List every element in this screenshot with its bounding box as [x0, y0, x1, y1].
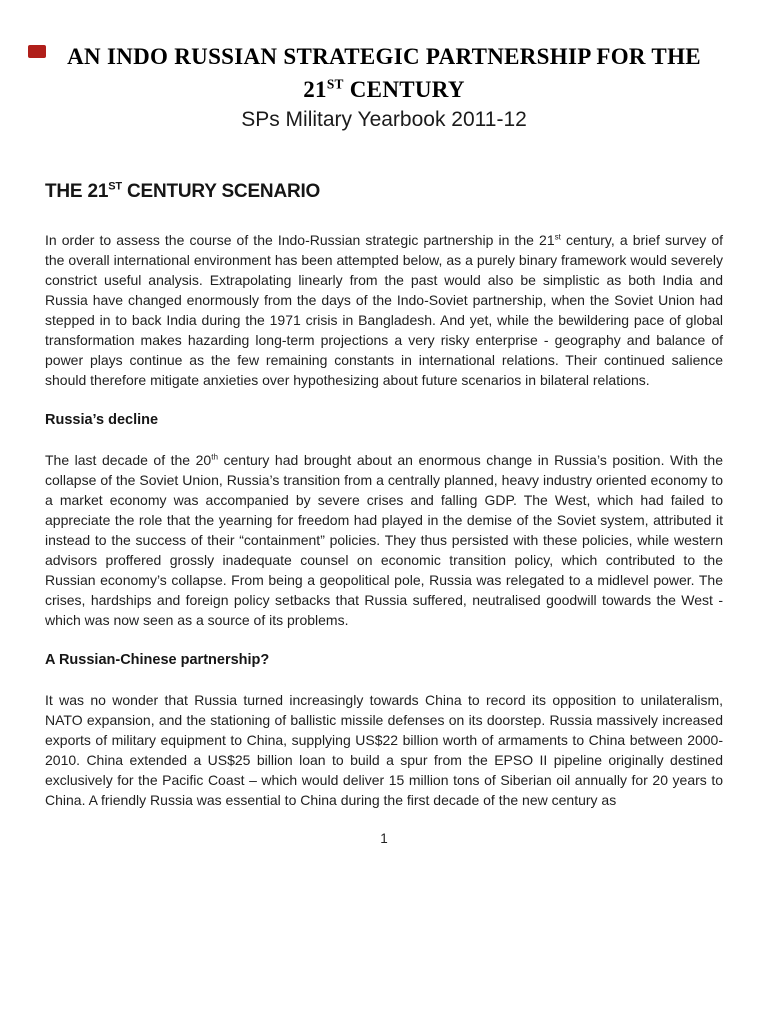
section-heading-scenario: THE 21ST CENTURY SCENARIO	[45, 180, 321, 202]
intro-paragraph: In order to assess the course of the Indo-Russian strategic partnership in the 21st century, a brief survey of the overall international environment has been attempted below, as a purely binary framework would severely constrict useful analysis. Extrapolating linearly from the past would also be simplistic as both India and Russia have changed enormously from the days of the Indo-Soviet partnership, when the Soviet Union had stepped in to back India during the 1971 crisis in Bangladesh. And yet, while the bewildering pace of global transformation makes hazarding long-term projections a very risky enterprise - geography and balance of power plays continue as the few remaining constants in international relations. Their continued salience should therefore mitigate anxieties over hypothesizing about future scenarios in bilateral relations.	[45, 232, 723, 388]
page-number: 1	[380, 831, 388, 846]
document-subtitle: SPs Military Yearbook 2011-12	[241, 108, 527, 131]
subsection-heading-russias-decline: Russia’s decline	[45, 412, 159, 428]
document-page	[0, 40, 768, 848]
russias-decline-paragraph: The last decade of the 20th century had brought about an enormous change in Russia’s position. With the collapse of the Soviet Union, Russia’s transition from a centrally planned, heavy industry oriented economy to a market economy was accompanied by severe crises and falling GDP. The West, which had failed to appreciate the role that the yearning for freedom had played in the demise of the Soviet system, attributed it instead to the success of their “containment” policies. They thus persisted with these policies, while western advisors proffered grossly inadequate counsel on economic transition policy, which contributed to the Russian economy’s collapse. From being a geopolitical pole, Russia was relegated to a midlevel power. The crises, hardships and foreign policy setbacks that Russia suffered, neutralised goodwill towards the West - which was now seen as a source of its problems.	[45, 452, 724, 628]
document-title	[45, 40, 723, 106]
document-title-line2: 21ST CENTURY	[303, 76, 465, 102]
russian-chinese-partnership-paragraph: It was no wonder that Russia turned increasingly towards China to record its opposition to unilateralism, NATO expansion, and the stationing of ballistic missile defenses on its doorstep. Russia massively increased exports of military equipment to China, supplying US$22 billion worth of armaments to China between 2000-2010. China extended a US$25 billion loan to build a spur from the EPSO II pipeline originally destined exclusively for the Pacific Coast – which would deliver 15 million tons of Siberian oil annually for 20 years to China. A friendly Russia was essential to China during the first decade of the new century as	[45, 692, 723, 808]
document-title-line1: AN INDO RUSSIAN STRATEGIC PARTNERSHIP FOR THE	[67, 44, 701, 69]
subsection-heading-russian-chinese-partnership: A Russian-Chinese partnership?	[45, 652, 270, 668]
